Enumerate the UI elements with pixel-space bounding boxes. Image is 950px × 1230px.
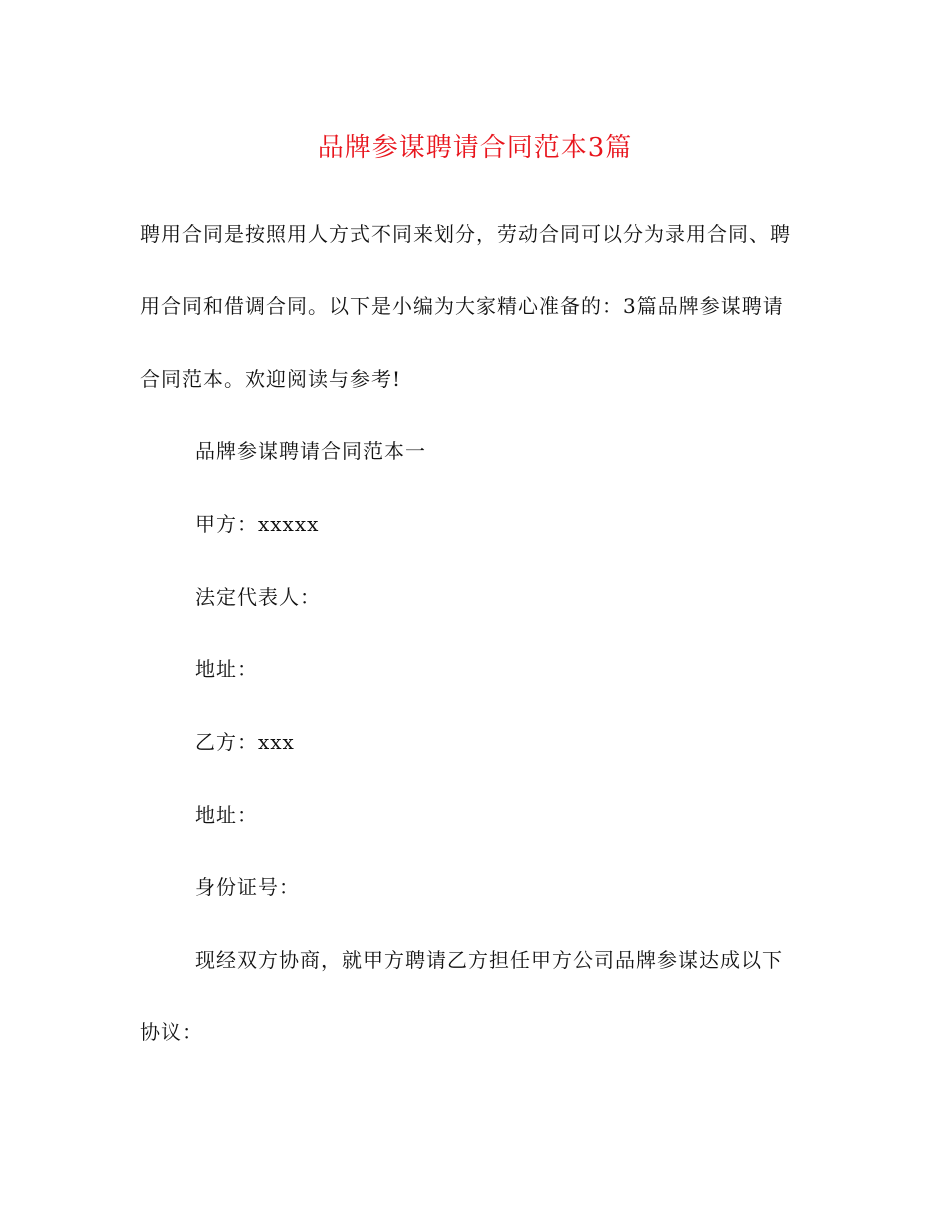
address-b-line: 地址： [195,803,258,827]
address-a-line: 地址： [195,657,258,681]
intro-line-3: 合同范本。欢迎阅读与参考! [140,367,402,391]
intro-line-1: 聘用合同是按照用人方式不同来划分，劳动合同可以分为录用合同、聘 [140,222,791,246]
agreement-line-2: 协议： [140,1020,203,1044]
id-number-line: 身份证号： [195,875,300,899]
legal-representative-line: 法定代表人： [195,585,321,609]
intro-line-2: 用合同和借调合同。以下是小编为大家精心准备的：3篇品牌参谋聘请 [140,294,784,318]
section-heading: 品牌参谋聘请合同范本一 [195,439,426,463]
agreement-line-1: 现经双方协商，就甲方聘请乙方担任甲方公司品牌参谋达成以下 [195,948,783,972]
page-title: 品牌参谋聘请合同范本3篇 [317,133,633,163]
party-a-line: 甲方：xxxxx [195,512,320,536]
party-b-line: 乙方：xxx [195,730,295,754]
